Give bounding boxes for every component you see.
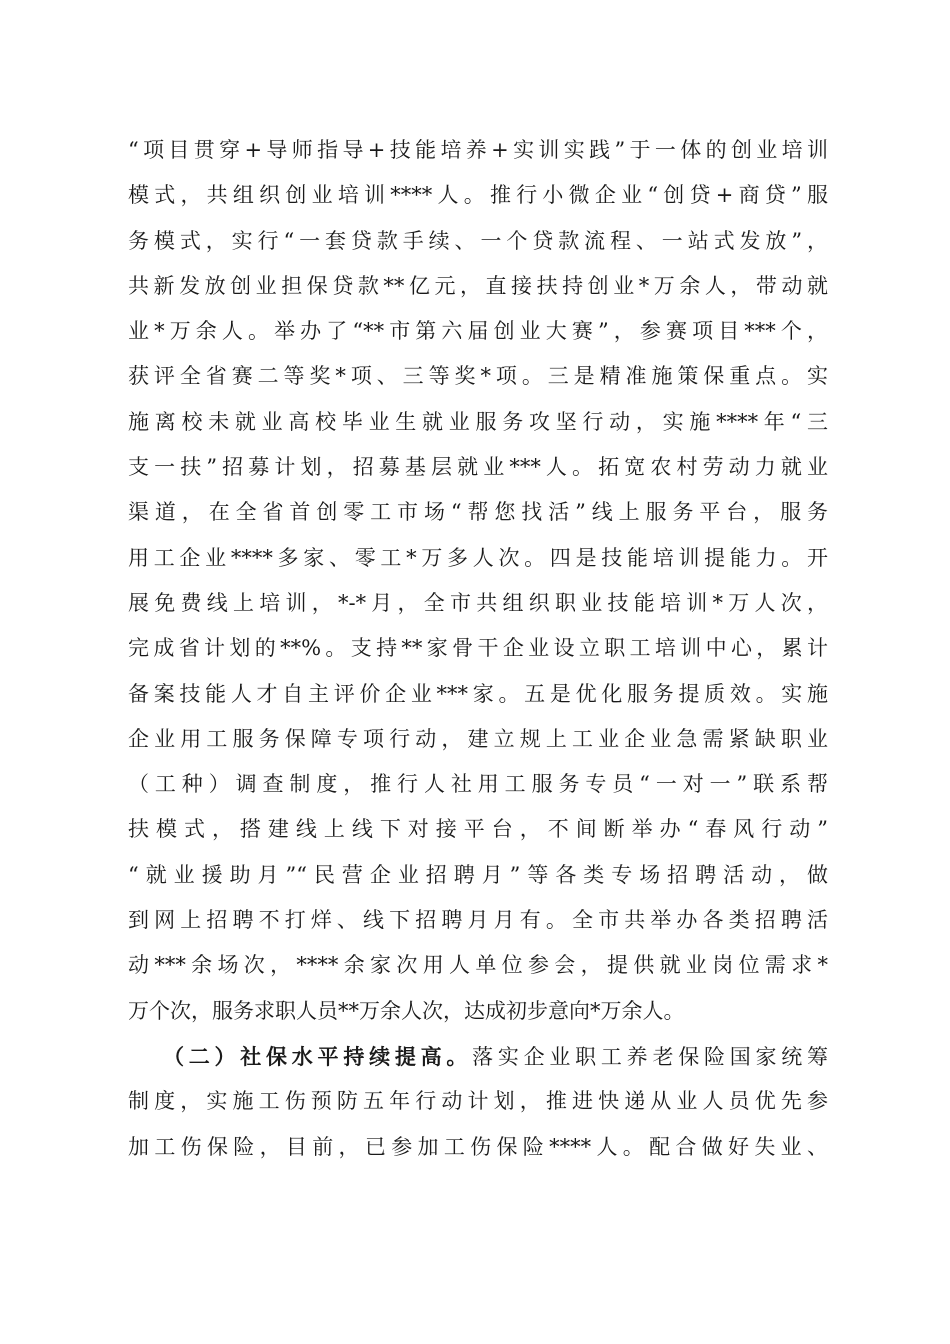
text-line: 制度，实施工伤预防五年行动计划，推进快递从业人员优先参 <box>128 1089 828 1114</box>
section-heading: （二）社保水平持续提高。 <box>163 1043 473 1069</box>
text-line: 到网上招聘不打烊、线下招聘月月有。全市共举办各类招聘活 <box>128 908 828 933</box>
text-line: 加工伤保险，目前，已参加工伤保险****人。配合做好失业、 <box>128 1134 828 1159</box>
text-line: 共新发放创业担保贷款**亿元，直接扶持创业*万余人，带动就 <box>128 273 828 298</box>
text-line: 完成省计划的**%。支持**家骨干企业设立职工培训中心，累计 <box>128 636 828 661</box>
text-line: 施离校未就业高校毕业生就业服务攻坚行动，实施****年“三 <box>128 409 828 434</box>
text-line: 用工企业****多家、零工*万多人次。四是技能培训提能力。开 <box>128 545 828 570</box>
text-line: 务模式，实行“一套贷款手续、一个贷款流程、一站式发放”， <box>128 228 828 253</box>
heading-line-text: 落实企业职工养老保险国家统筹 <box>472 1044 829 1069</box>
text-line: 模式，共组织创业培训****人。推行小微企业“创贷+商贷”服 <box>128 183 828 208</box>
text-line: 动***余场次，****余家次用人单位参会，提供就业岗位需求* <box>128 953 828 978</box>
text-line: 渠道，在全省首创零工市场“帮您找活”线上服务平台，服务 <box>128 500 828 525</box>
text-line: 备案技能人才自主评价企业***家。五是优化服务提质效。实施 <box>128 681 828 706</box>
text-line: 万个次，服务求职人员**万余人次，达成初步意向*万余人。 <box>128 998 685 1023</box>
text-line: “项目贯穿+导师指导+技能培养+实训实践”于一体的创业培训 <box>128 138 828 162</box>
text-line: 业*万余人。举办了“**市第六届创业大赛”，参赛项目***个， <box>128 319 828 344</box>
paragraph-social-security <box>128 1034 828 1170</box>
text-line: 企业用工服务保障专项行动，建立规上工业企业急需紧缺职业 <box>128 726 828 751</box>
section-heading-line <box>128 1034 828 1079</box>
text-line: （工种）调查制度，推行人社用工服务专员“一对一”联系帮 <box>128 772 828 797</box>
text-line: “就业援助月”“民营企业招聘月”等各类专场招聘活动，做 <box>128 862 828 887</box>
text-line: 展免费线上培训，*-*月，全市共组织职业技能培训*万人次， <box>128 590 828 615</box>
text-line: 获评全省赛二等奖*项、三等奖*项。三是精准施策保重点。实 <box>128 364 828 389</box>
paragraph-employment <box>128 128 828 1034</box>
text-line: 扶模式，搭建线上线下对接平台，不间断举办“春风行动” <box>128 817 828 842</box>
text-line: 支一扶”招募计划，招募基层就业***人。拓宽农村劳动力就业 <box>128 455 828 480</box>
document-body <box>128 128 828 1170</box>
